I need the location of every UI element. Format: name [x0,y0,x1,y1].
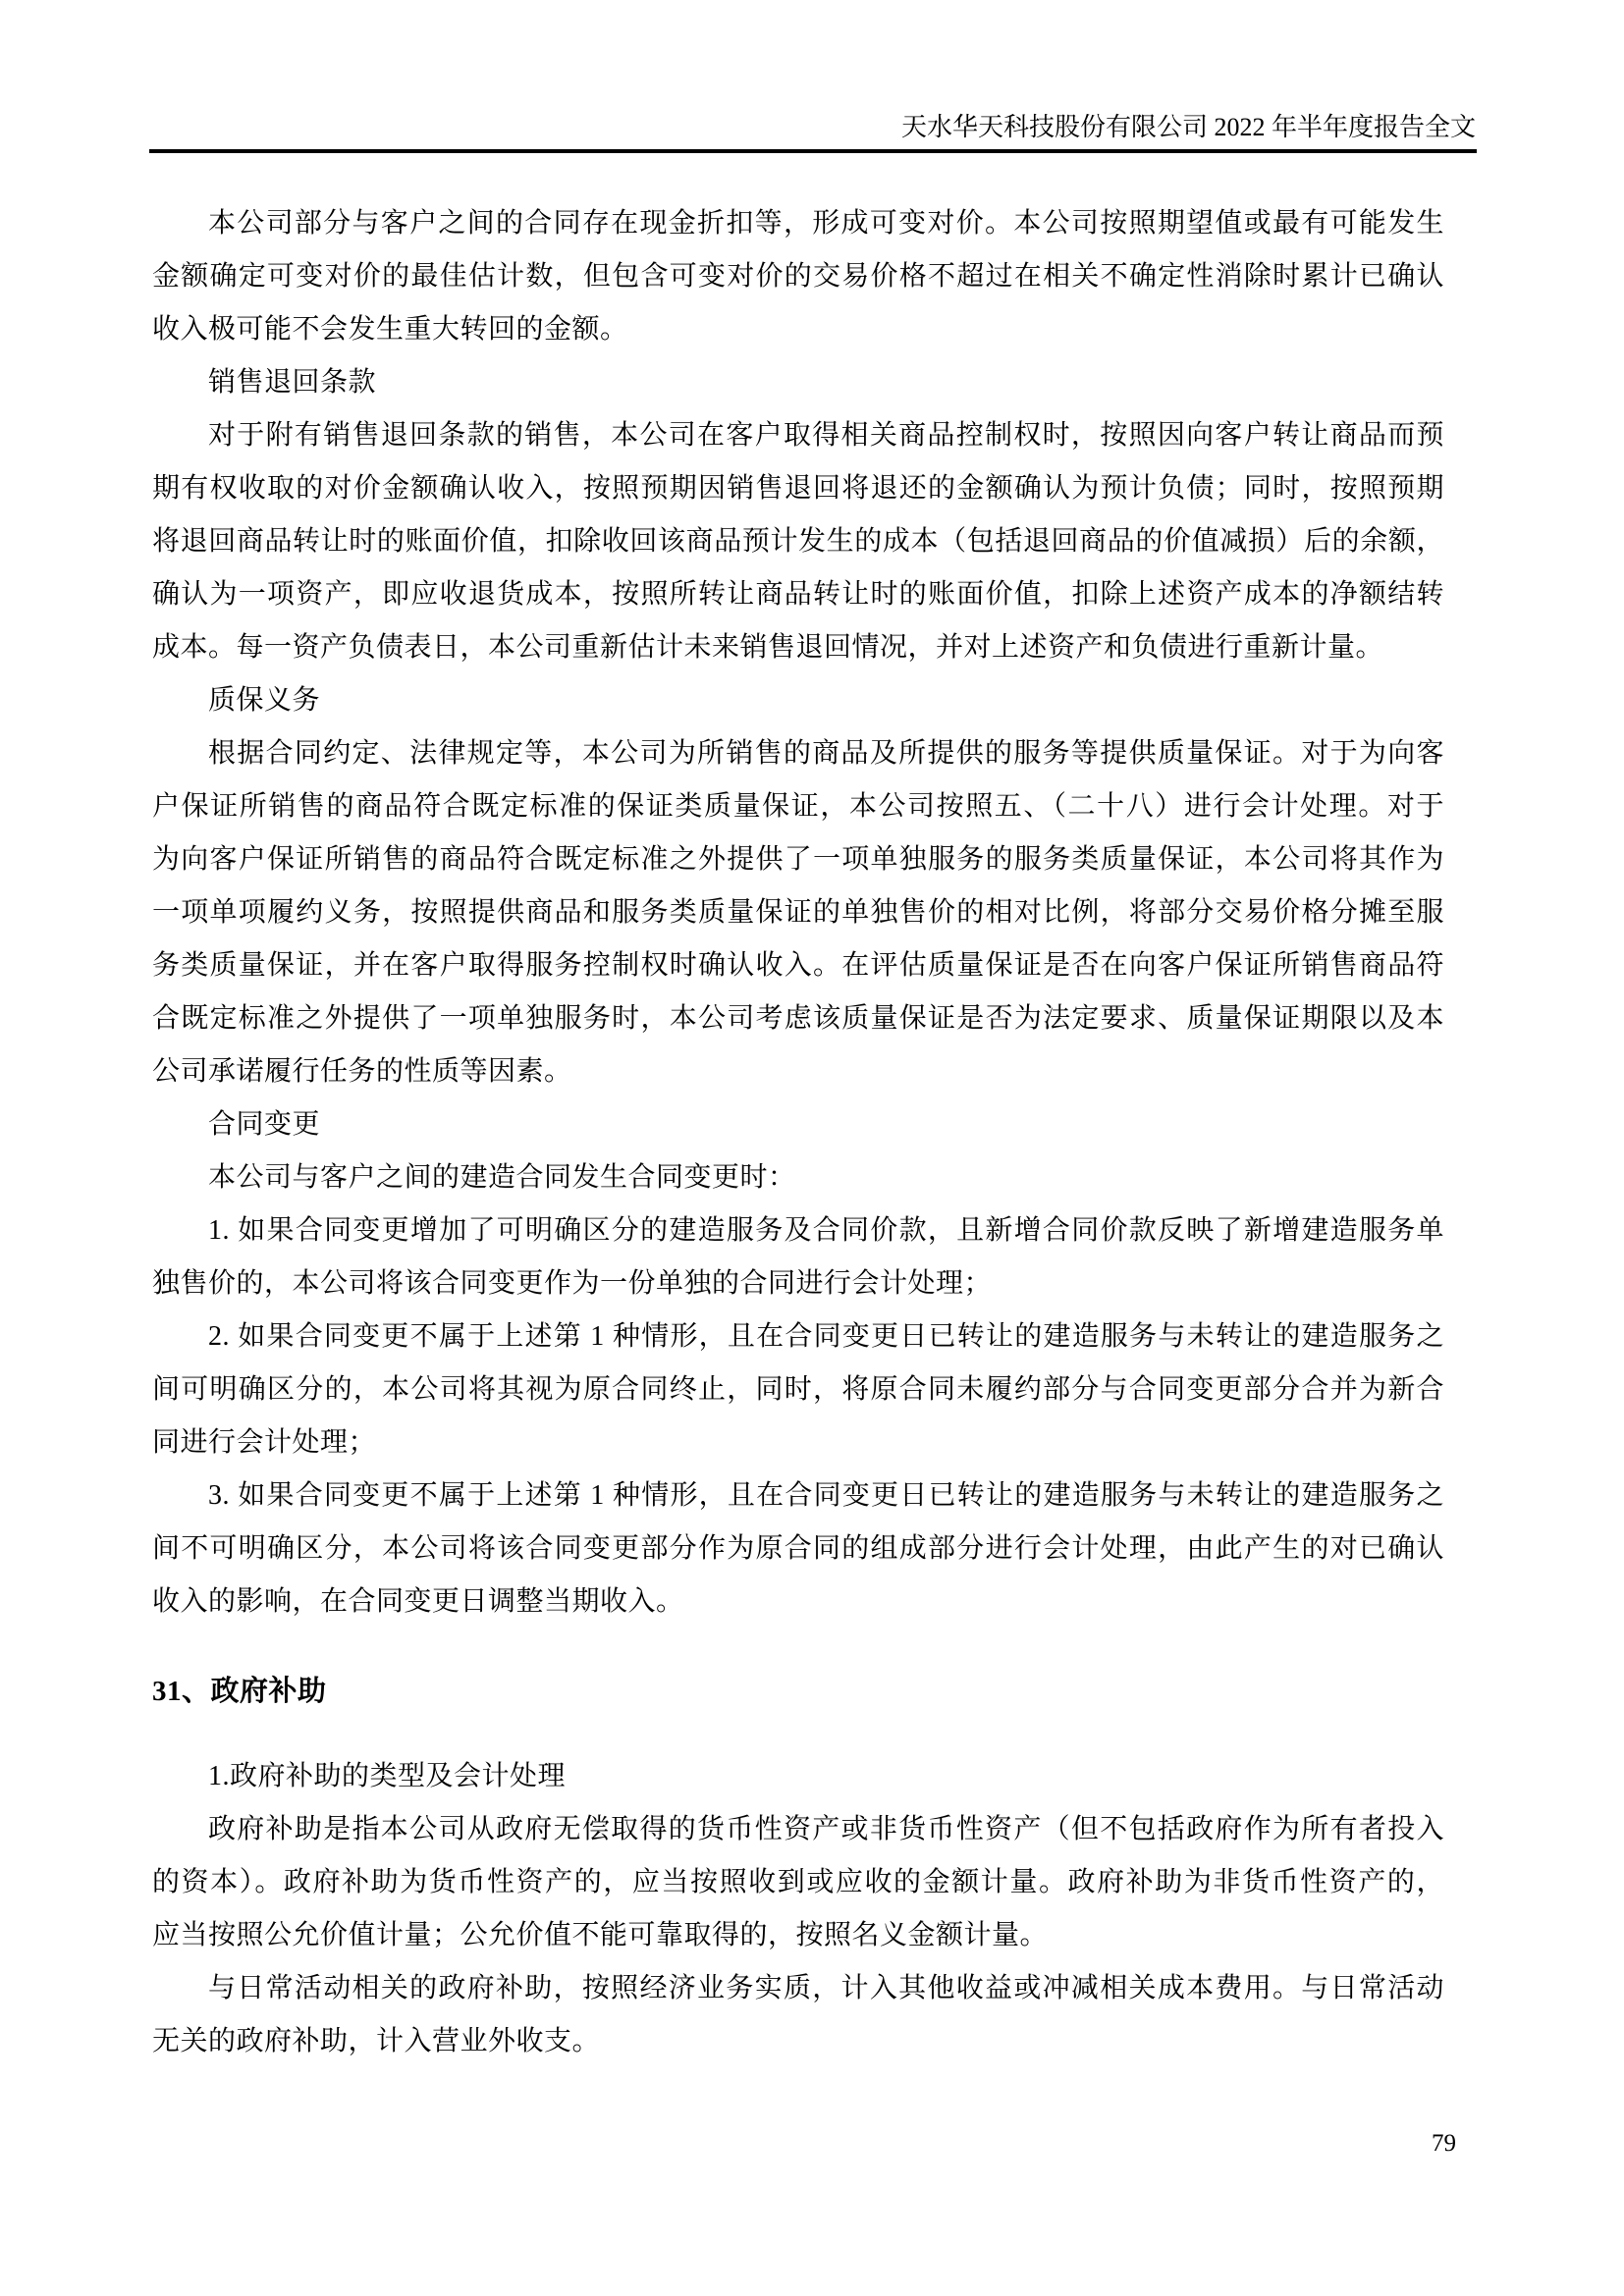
text-line: 户保证所销售的商品符合既定标准的保证类质量保证，本公司按照五、（二十八）进行会计处理。对于 [152,791,1444,822]
text-line: 本公司部分与客户之间的合同存在现金折扣等，形成可变对价。本公司按照期望值或最有可能发生 [208,208,1444,239]
text-line: 同进行会计处理； [152,1427,377,1458]
header-rule [149,149,1477,153]
text-line: 金额确定可变对价的最佳估计数，但包含可变对价的交易价格不超过在相关不确定性消除时累计已确认 [152,261,1444,292]
text-line: 间不可明确区分，本公司将该合同变更部分作为原合同的组成部分进行会计处理，由此产生的对已确认 [152,1533,1444,1564]
text-line: 期有权收取的对价金额确认收入，按照预期因销售退回将退还的金额确认为预计负债；同时，按照预期 [152,473,1444,504]
text-line: 1.政府补助的类型及会计处理 [208,1761,567,1791]
text-line: 收入的影响，在合同变更日调整当期收入。 [152,1586,684,1617]
text-line: 公司承诺履行任务的性质等因素。 [152,1056,572,1087]
text-line: 应当按照公允价值计量；公允价值不能可靠取得的，按照名义金额计量。 [152,1920,1049,1950]
section-heading: 31、政府补助 [152,1676,327,1707]
text-line: 独售价的，本公司将该合同变更作为一份单独的合同进行会计处理； [152,1268,993,1299]
text-line: 的资本）。政府补助为货币性资产的，应当按照收到或应收的金额计量。政府补助为非货币性资产的， [152,1867,1444,1897]
text-line: 根据合同约定、法律规定等，本公司为所销售的商品及所提供的服务等提供质量保证。对于为向客 [208,738,1444,769]
page-header-title: 天水华天科技股份有限公司 2022 年半年度报告全文 [900,113,1476,141]
text-line: 间可明确区分的，本公司将其视为原合同终止，同时，将原合同未履约部分与合同变更部分合并为新合 [152,1374,1444,1405]
text-line: 务类质量保证，并在客户取得服务控制权时确认收入。在评估质量保证是否在向客户保证所销售商品符 [152,950,1444,981]
text-line: 为向客户保证所销售的商品符合既定标准之外提供了一项单独服务的服务类质量保证，本公司将其作为 [152,844,1444,875]
text-line: 收入极可能不会发生重大转回的金额。 [152,314,628,345]
text-line: 合同变更 [208,1109,321,1140]
text-line: 销售退回条款 [208,367,377,398]
text-line: 与日常活动相关的政府补助，按照经济业务实质，计入其他收益或冲减相关成本费用。与日常活动 [208,1973,1444,2003]
text-line: 3. 如果合同变更不属于上述第 1 种情形，且在合同变更日已转让的建造服务与未转让的建造服务之 [208,1480,1444,1511]
text-line: 政府补助是指本公司从政府无偿取得的货币性资产或非货币性资产（但不包括政府作为所有者投入 [208,1814,1444,1844]
text-line: 确认为一项资产，即应收退货成本，按照所转让商品转让时的账面价值，扣除上述资产成本的净额结转 [152,579,1444,610]
text-line: 2. 如果合同变更不属于上述第 1 种情形，且在合同变更日已转让的建造服务与未转让的建造服务之 [208,1321,1444,1352]
text-line: 本公司与客户之间的建造合同发生合同变更时： [208,1162,796,1193]
text-line: 一项单项履约义务，按照提供商品和服务类质量保证的单独售价的相对比例，将部分交易价格分摊至服 [152,897,1444,928]
text-line: 成本。每一资产负债表日，本公司重新估计未来销售退回情况，并对上述资产和负债进行重新计量。 [152,632,1384,663]
document-body [152,197,1444,2068]
text-line: 质保义务 [208,685,321,716]
text-line: 将退回商品转让时的账面价值，扣除收回该商品预计发生的成本（包括退回商品的价值减损）后的余额， [152,526,1444,557]
text-line: 无关的政府补助，计入营业外收支。 [152,2026,601,2056]
text-line: 1. 如果合同变更增加了可明确区分的建造服务及合同价款，且新增合同价款反映了新增建造服务单 [208,1215,1444,1246]
text-line: 对于附有销售退回条款的销售，本公司在客户取得相关商品控制权时，按照因向客户转让商品而预 [208,420,1444,451]
text-line: 合既定标准之外提供了一项单独服务时，本公司考虑该质量保证是否为法定要求、质量保证期限以及本 [152,1003,1444,1034]
page-number: 79 [1432,2130,1456,2157]
